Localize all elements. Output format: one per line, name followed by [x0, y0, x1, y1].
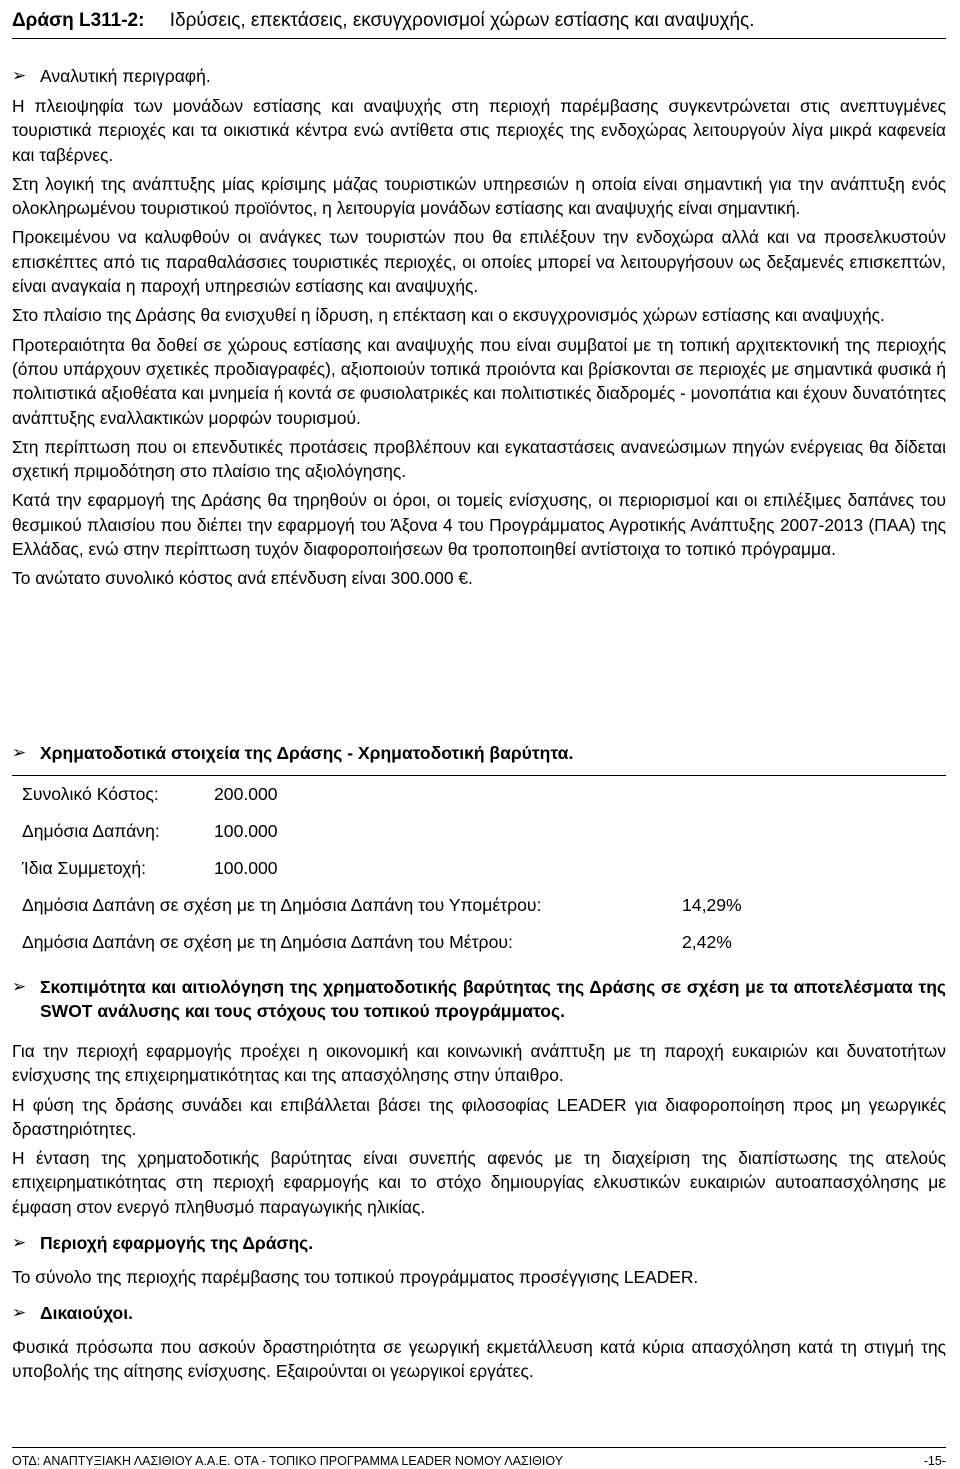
row-value: 14,29% [682, 895, 742, 915]
table-row [12, 813, 946, 850]
financial-table [12, 775, 946, 961]
paragraph: Στη περίπτωση που οι επενδυτικές προτάσεις προβλέπουν και εγκαταστάσεις ανανεώσιμων πηγών ενέργειας θα δίδεται σχετική πριμοδότηση στο πλαίσιο της αξιολόγησης. [12, 436, 946, 482]
section-financial-data [12, 741, 946, 765]
section-beneficiaries [12, 1301, 946, 1389]
section3-body [12, 1039, 946, 1224]
table-row [12, 775, 946, 813]
paragraph: Στη λογική της ανάπτυξης μίας κρίσιμης μάζας τουριστικών υπηρεσιών η οποία είναι σημαντική για την ανάπτυξη ενός ολοκληρωμένου τουριστικού προϊόντος, η λειτουργία μονάδων εστίασης και αναψυχής είναι σημαντική. [12, 173, 946, 219]
arrow-bullet-icon: ➢ [12, 1303, 27, 1322]
section-heading [12, 741, 946, 765]
paragraph: Φυσικά πρόσωπα που ασκούν δραστηριότητα σε γεωργική εκμετάλλευση κατά κύρια απασχόληση κατά τη στιγμή της υποβολής της αίτησης ενίσχυσης. Εξαιρούνται οι γεωργικοί εργάτες. [12, 1337, 946, 1382]
section-heading-text: Αναλυτική περιγραφή. [40, 66, 211, 86]
section1-body [12, 94, 946, 596]
section-heading-text: Χρηματοδοτικά στοιχεία της Δράσης - Χρηματοδοτική βαρύτητα. [40, 743, 574, 763]
arrow-bullet-icon: ➢ [12, 1233, 27, 1252]
section-heading-text: Δικαιούχοι. [40, 1303, 133, 1323]
row-label: Ίδια Συμμετοχή: [22, 858, 147, 878]
row-value: 100.000 [214, 858, 278, 878]
row-value: 2,42% [682, 932, 732, 952]
page-number: -15- [923, 1454, 946, 1468]
section-analytical-description [12, 64, 946, 88]
table-row [12, 924, 946, 961]
paragraph: Η φύση της δράσης συνάδει και επιβάλλεται βάσει της φιλοσοφίας LEADER για διαφοροποίηση προς μη γεωργικές δραστηριότητες. [12, 1094, 946, 1139]
row-label: Δημόσια Δαπάνη: [22, 821, 160, 841]
table-row [12, 850, 946, 887]
section-heading [12, 64, 946, 88]
arrow-bullet-icon: ➢ [12, 66, 27, 85]
paragraph: Για την περιοχή εφαρμογής προέχει η οικονομική και κοινωνική ανάπτυξη με τη παροχή ευκαιριών και δυνατοτήτων ενίσχυσης της επιχειρηματικότητας και της απασχόλησης στην ύπαιθρο. [12, 1041, 946, 1086]
paragraph: Κατά την εφαρμογή της Δράσης θα τηρηθούν οι όροι, οι τομείς ενίσχυσης, οι περιορισμοί και οι επιλέξιμες δαπάνες του θεσμικού πλαισίου που διέπει την εφαρμογή του Άξονα 4 του Προγράμματος Αγροτικής Ανάπτυξης 2007-2013 (ΠΑΑ) της Ελλάδας, ενώ στην περίπτωση τυχόν διαφοροποιήσεων θα τροποποιηθεί αντίστοιχα το τοπικό πρόγραμμα. [12, 490, 946, 560]
row-label: Δημόσια Δαπάνη σε σχέση με τη Δημόσια Δαπάνη του Μέτρου: [22, 932, 513, 952]
section-heading [12, 975, 946, 1023]
action-code: Δράση L311-2: [12, 10, 145, 31]
arrow-bullet-icon: ➢ [12, 743, 27, 762]
page-footer [12, 1447, 946, 1468]
section-heading-text: Σκοπιμότητα και αιτιολόγηση της χρηματοδοτικής βαρύτητας της Δράσης σε σχέση με τα αποτελέσματα της SWOT ανάλυσης και τους στόχους του τοπικού προγράμματος. [40, 977, 946, 1021]
action-title: Ιδρύσεις, επεκτάσεις, εκσυγχρονισμοί χώρων εστίασης και αναψυχής. [169, 10, 755, 31]
table-row [12, 887, 946, 924]
paragraph: Η πλειοψηφία των μονάδων εστίασης και αναψυχής στη περιοχή παρέμβασης συγκεντρώνεται στις ανεπτυγμένες τουριστικά περιοχές και τα οικιστικά κέντρα ενώ αντίθετα στις περιοχές της ενδοχώρας λειτουργούν λίγα μικρά καφενεία και ταβέρνες. [12, 96, 946, 165]
paragraph: Η ένταση της χρηματοδοτικής βαρύτητας είναι συνεπής αφενός με τη διαχείριση της διαπίστωσης της ατελούς επιχειρηματικότητας στη περιοχή εφαρμογής και το στόχο δημιουργίας ελκυστικών ευκαιριών αυτοαπασχόλησης με έμφαση στον ενεργό πληθυσμό παραγωγικής ηλικίας. [12, 1148, 946, 1217]
paragraph: Το ανώτατο συνολικό κόστος ανά επένδυση είναι 300.000 €. [12, 568, 473, 589]
paragraph: Προκειμένου να καλυφθούν οι ανάγκες των τουριστών που θα επιλέξουν την ενδοχώρα αλλά και να προσελκυστούν επισκέπτες από τις παραθαλάσσιες τουριστικές περιοχές, οι οποίες μπορεί να λειτουργήσουν ως δεξαμενές επισκεπτών, είναι αναγκαία η παροχή υπηρεσιών εστίασης και αναψυχής. [12, 227, 946, 297]
action-header [12, 10, 946, 39]
arrow-bullet-icon: ➢ [12, 977, 27, 996]
section-justification [12, 975, 946, 1023]
row-label: Συνολικό Κόστος: [22, 784, 159, 804]
section-heading [12, 1231, 946, 1255]
row-value: 100.000 [214, 821, 278, 841]
section-application-area [12, 1231, 946, 1294]
paragraph: Το σύνολο της περιοχής παρέμβασης του τοπικού προγράμματος προσέγγισης LEADER. [12, 1267, 699, 1287]
paragraph: Στο πλαίσιο της Δράσης θα ενισχυθεί η ίδρυση, η επέκταση και ο εκσυγχρονισμός χώρων εστίασης και αναψυχής. [12, 305, 885, 326]
paragraph: Προτεραιότητα θα δοθεί σε χώρους εστίασης και αναψυχής που είναι συμβατοί με τη τοπική αρχιτεκτονική της περιοχής (όπου υπάρχουν σχετικές προδιαγραφές), αξιοποιούν τοπικά προιόντα και βρίσκονται σε περιοχές με σημαντικά φυσικά ή πολιτιστικά αξιοθέατα και μνημεία ή κοντά σε φυσιολατρικές και πολιτιστικές διαδρομές - μονοπάτια και έχουν δυνατότητες ανάπτυξης εναλλακτικών μορφών τουρισμού. [12, 334, 946, 428]
section-heading-text: Περιοχή εφαρμογής της Δράσης. [40, 1233, 314, 1253]
row-label: Δημόσια Δαπάνη σε σχέση με τη Δημόσια Δαπάνη του Υπομέτρου: [22, 895, 542, 915]
row-value: 200.000 [214, 784, 278, 804]
footer-text: ΟΤΔ: ΑΝΑΠΤΥΞΙΑΚΗ ΛΑΣΙΘΙΟΥ Α.Α.Ε. ΟΤΑ - ΤΟΠΙΚΟ ΠΡΟΓΡΑΜΜΑ LEADER ΝΟΜΟΥ ΛΑΣΙΘΙΟΥ [12, 1454, 564, 1468]
section-heading [12, 1301, 946, 1325]
